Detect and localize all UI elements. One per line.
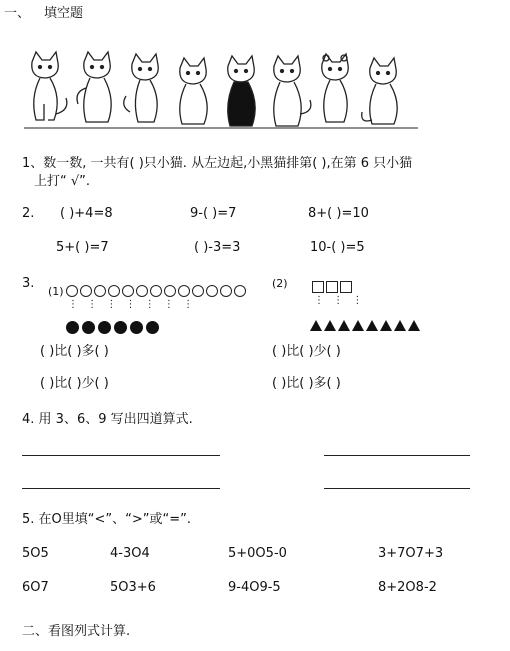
part-2-label: (2)	[272, 277, 288, 290]
equation: ( )-3=3	[194, 240, 241, 255]
kitten-3	[124, 54, 159, 122]
answer-line	[324, 488, 470, 489]
part-1-label: (1)	[48, 285, 64, 298]
comparison-item: 5+0O5-0	[228, 546, 287, 561]
kitten-2	[77, 52, 111, 122]
kitten-7	[322, 54, 348, 122]
comparison-item: 9-4O9-5	[228, 580, 281, 595]
kitten-1	[32, 52, 67, 120]
section-number: 一、	[4, 6, 31, 21]
triangles-row	[310, 318, 422, 333]
kitten-6	[274, 56, 311, 126]
comparison-item: 6O7	[22, 580, 49, 595]
squares-row	[312, 279, 354, 294]
filled-circles-row	[66, 320, 162, 335]
comparison-item: 8+2O8-2	[378, 580, 437, 595]
section-2-title: 二、看图列式计算.	[22, 624, 131, 639]
dotted-connectors: ⋮ ⋮ ⋮	[314, 295, 366, 306]
comparison-item: 5O3+6	[110, 580, 156, 595]
dotted-connectors: ⋮ ⋮ ⋮ ⋮ ⋮ ⋮ ⋮	[68, 299, 197, 310]
question-4-text: 4. 用 3、6、9 写出四道算式.	[22, 412, 193, 427]
question-2-number: 2.	[22, 206, 35, 221]
kittens-illustration	[22, 48, 420, 134]
question-1-line-2: 上打“ √”.	[34, 174, 91, 189]
equation: 5+( )=7	[56, 240, 109, 255]
answer-line	[22, 488, 220, 489]
answer-line	[324, 455, 470, 456]
question-5-text: 5. 在O里填“<”、“>”或“=”.	[22, 512, 191, 527]
equation: 8+( )=10	[308, 206, 369, 221]
comparison-item: 3+7O7+3	[378, 546, 444, 561]
equation: ( )+4=8	[60, 206, 113, 221]
kitten-4	[180, 58, 207, 124]
comparison-item: 5O5	[22, 546, 49, 561]
equation: 9-( )=7	[190, 206, 237, 221]
section-title: 填空题	[44, 6, 84, 21]
hollow-circles-row	[66, 283, 248, 298]
kitten-8	[362, 58, 397, 124]
question-3-number: 3.	[22, 276, 35, 291]
answer-line	[22, 455, 220, 456]
compare-answer: ( )比( )少( )	[272, 344, 341, 359]
compare-answer: ( )比( )多( )	[40, 344, 109, 359]
black-kitten	[228, 56, 255, 126]
equation: 10-( )=5	[310, 240, 365, 255]
compare-answer: ( )比( )少( )	[40, 376, 109, 391]
compare-answer: ( )比( )多( )	[272, 376, 341, 391]
question-1-line-1: 1、数一数, 一共有( )只小猫. 从左边起,小黑猫排第( ),在第 6 只小猫	[22, 156, 413, 171]
comparison-item: 4-3O4	[110, 546, 150, 561]
